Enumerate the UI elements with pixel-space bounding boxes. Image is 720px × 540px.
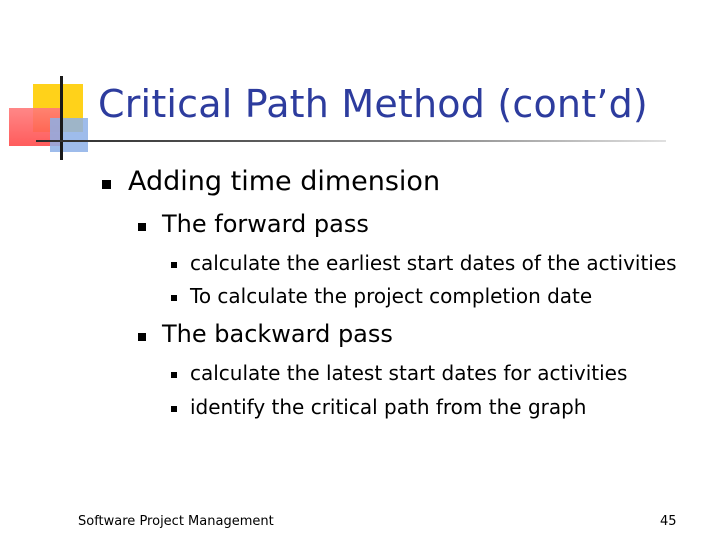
decor-blue-block bbox=[50, 118, 88, 152]
bullet-forward-item: calculate the earliest start dates of the activities bbox=[190, 251, 677, 275]
bullet-backward-item: identify the critical path from the graph bbox=[190, 395, 587, 419]
bullet-square-icon bbox=[138, 333, 146, 341]
title-underline bbox=[36, 140, 666, 142]
bullet-backward-item: calculate the latest start dates for activities bbox=[190, 361, 628, 385]
bullet-square-icon bbox=[138, 223, 146, 231]
slide-title: Critical Path Method (cont’d) bbox=[98, 82, 648, 126]
bullet-square-icon bbox=[171, 406, 177, 412]
bullet-backward-pass: The backward pass bbox=[162, 320, 393, 348]
bullet-level1-item: Adding time dimension bbox=[128, 166, 441, 197]
bullet-forward-item: To calculate the project completion date bbox=[190, 284, 593, 308]
bullet-square-icon bbox=[171, 295, 177, 301]
bullet-square-icon bbox=[171, 372, 177, 378]
footer-page-number: 45 bbox=[660, 514, 677, 529]
bullet-square-icon bbox=[102, 180, 111, 189]
bullet-forward-pass: The forward pass bbox=[162, 210, 369, 238]
footer-course-name: Software Project Management bbox=[78, 514, 274, 529]
decor-vertical-line bbox=[60, 76, 63, 160]
bullet-square-icon bbox=[171, 262, 177, 268]
